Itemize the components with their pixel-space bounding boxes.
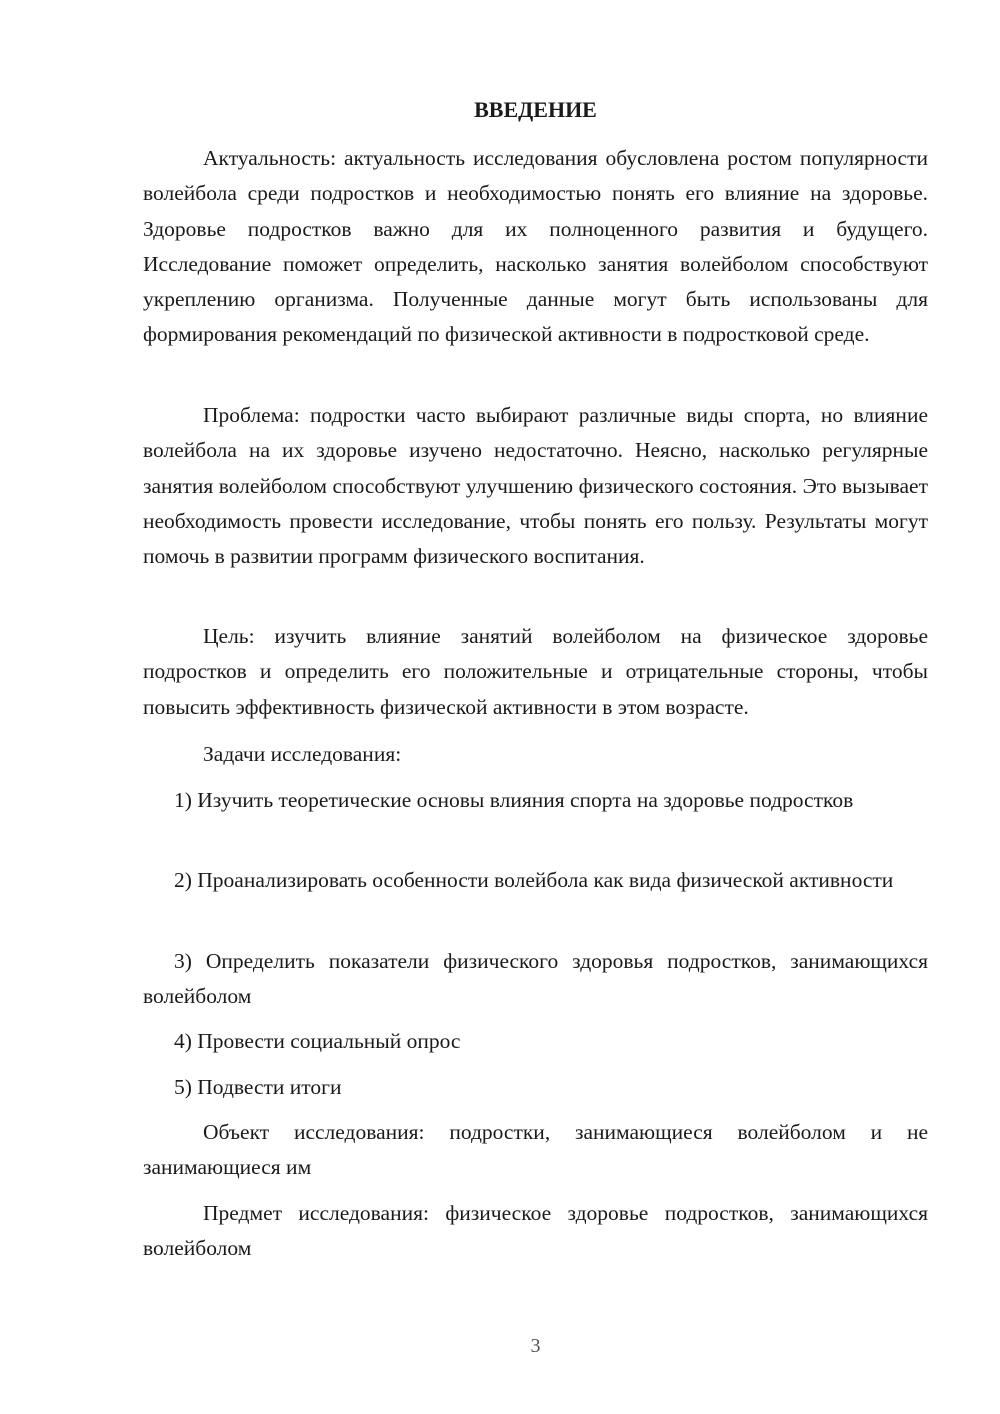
subject-paragraph: Предмет исследования: физическое здоровье подростков, занимающихся волейболом	[143, 1201, 928, 1261]
object-paragraph: Объект исследования: подростки, занимающиеся волейболом и не занимающиеся им	[143, 1120, 928, 1180]
task-item-2: 2) Проанализировать особенности волейбола как вида физической активности	[174, 868, 894, 892]
relevance-paragraph: Актуальность: актуальность исследования обусловлена ростом популярности волейбола среди подростков и необходимостью понять его влияние на здоровье. Здоровье подростков важно для их полноценного развития и будущего. Исследование поможет определить, насколько занятия волейболом способствуют укреплению организма. Полученные данные могут быть использованы для формирования рекомендаций по физической активности в подростковой среде.	[143, 146, 928, 347]
page-number: 3	[530, 1335, 541, 1357]
page-title: ВВЕДЕНИЕ	[474, 97, 597, 122]
goal-paragraph: Цель: изучить влияние занятий волейболом на физическое здоровье подростков и определить его положительные и отрицательные стороны, чтобы повысить эффективность физической активности в этом возрасте.	[143, 624, 928, 719]
task-item-4: 4) Провести социальный опрос	[174, 1029, 461, 1053]
task-item-3: 3) Определить показатели физического здоровья подростков, занимающихся волейболом	[143, 949, 928, 1009]
task-item-1: 1) Изучить теоретические основы влияния спорта на здоровье подростков	[174, 788, 854, 812]
tasks-heading: Задачи исследования:	[203, 742, 402, 766]
document-page	[143, 0, 928, 1414]
task-item-5: 5) Подвести итоги	[174, 1075, 342, 1099]
problem-paragraph: Проблема: подростки часто выбирают различные виды спорта, но влияние волейбола на их здоровье изучено недостаточно. Неясно, насколько регулярные занятия волейболом способствуют улучшению физического состояния. Это вызывает необходимость провести исследование, чтобы понять его пользу. Результаты могут помочь в развитии программ физического воспитания.	[143, 403, 928, 569]
